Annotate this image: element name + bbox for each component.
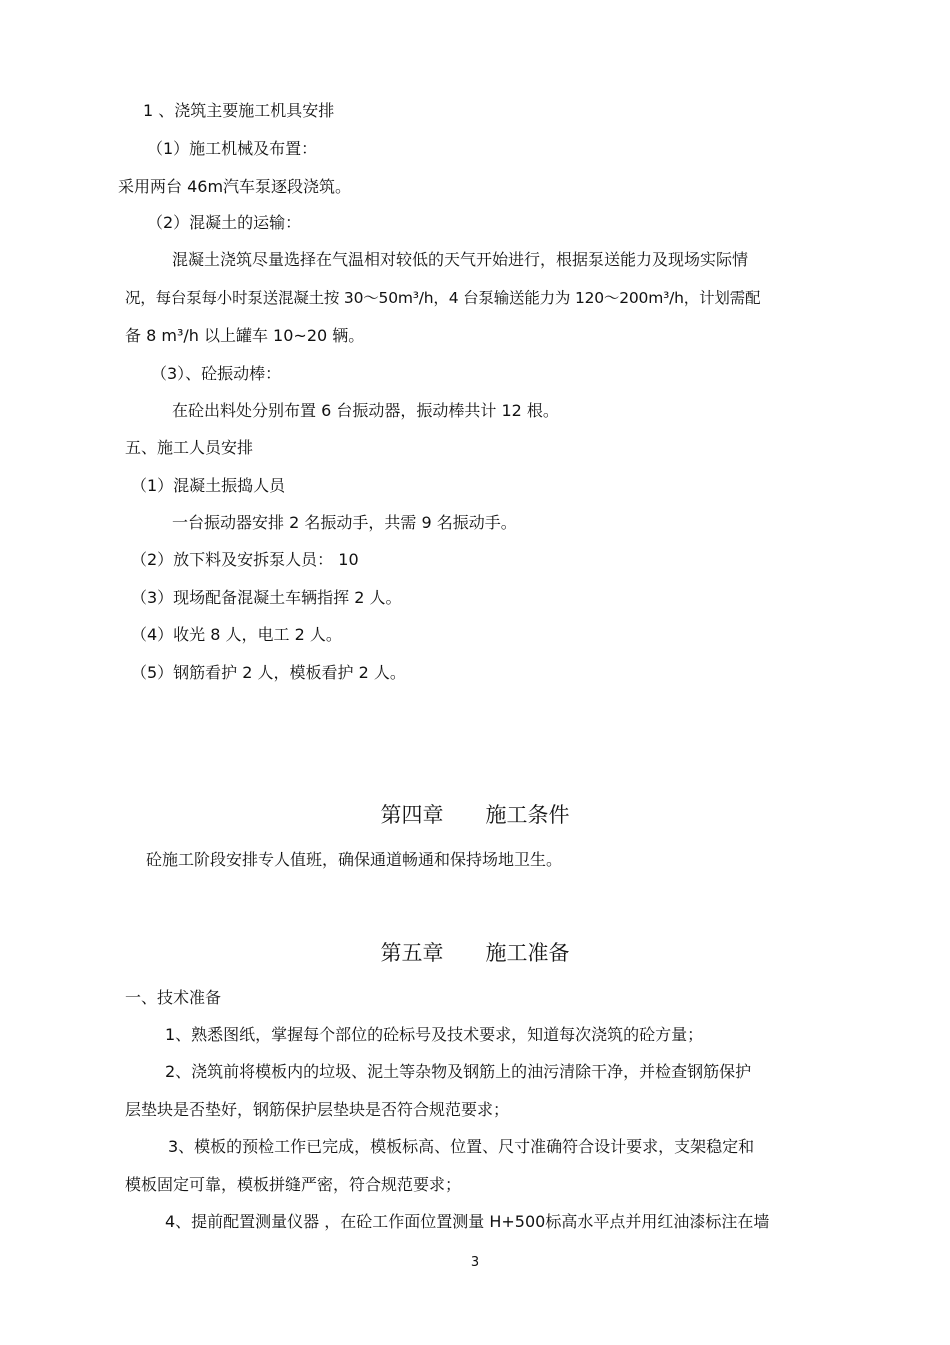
text-line: （5）钢筋看护 2 人，模板看护 2 人。	[131, 663, 406, 682]
text-line: （3）现场配备混凝土车辆指挥 2 人。	[131, 588, 402, 607]
text-line: 采用两台 46m汽车泵逐段浇筑。	[118, 177, 352, 196]
chapter-title: 第四章 施工条件	[380, 803, 570, 827]
text-line: （2）混凝土的运输：	[147, 213, 302, 232]
text-line: 4、提前配置测量仪器 ，在砼工作面位置测量 H+500标高水平点并用红油漆标注在墙	[165, 1212, 770, 1231]
page-number: 3	[470, 1255, 480, 1270]
text-line: 1、熟悉图纸，掌握每个部位的砼标号及技术要求，知道每次浇筑的砼方量；	[165, 1025, 704, 1044]
text-line: 况，每台泵每小时泵送混凝土按 30～50m³/h，4 台泵输送能力为 120～200m³/h，计划需配	[125, 289, 761, 307]
text-line: 1 、浇筑主要施工机具安排	[143, 101, 335, 120]
text-line: （1）混凝土振捣人员	[131, 476, 286, 495]
section-heading: 五、施工人员安排	[125, 438, 254, 457]
text-line: 混凝土浇筑尽量选择在气温相对较低的天气开始进行，根据泵送能力及现场实际情	[172, 250, 749, 269]
text-line: （3）、砼振动棒：	[151, 364, 282, 383]
text-line: （1）施工机械及布置：	[147, 139, 318, 158]
chapter-title: 第五章 施工准备	[380, 941, 570, 965]
text-line: 3、模板的预检工作已完成，模板标高、位置、尺寸准确符合设计要求，支架稳定和	[168, 1137, 755, 1156]
text-line: 层垫块是否垫好，钢筋保护层垫块是否符合规范要求；	[125, 1100, 510, 1119]
text-line: 2、浇筑前将模板内的垃圾、泥土等杂物及钢筋上的油污清除干净，并检查钢筋保护	[165, 1062, 752, 1081]
text-line: （2）放下料及安拆泵人员： 10	[131, 550, 359, 569]
text-line: 备 8 m³/h 以上罐车 10~20 辆。	[125, 326, 365, 345]
text-line: 一台振动器安排 2 名振动手，共需 9 名振动手。	[172, 513, 517, 532]
text-line: 砼施工阶段安排专人值班，确保通道畅通和保持场地卫生。	[146, 850, 563, 869]
text-line: （4）收光 8 人，电工 2 人。	[131, 625, 342, 644]
text-line: 模板固定可靠，模板拼缝严密，符合规范要求；	[125, 1175, 462, 1194]
section-heading: 一、技术准备	[125, 988, 222, 1007]
text-line: 在砼出料处分别布置 6 台振动器，振动棒共计 12 根。	[172, 401, 559, 420]
